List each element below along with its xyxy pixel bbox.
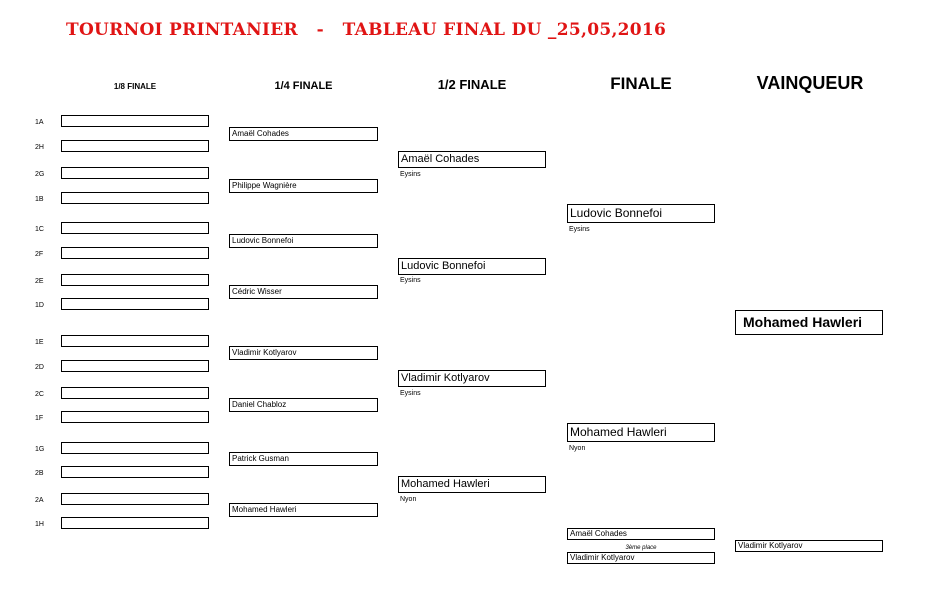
semi-final-player: Amaël Cohades [398,151,546,168]
semi-final-player: Mohamed Hawleri [398,476,546,493]
quarter-final-player: Cédric Wisser [229,285,378,299]
semi-final-player: Vladimir Kotlyarov [398,370,546,387]
seed-label: 1B [35,196,44,203]
seed-label: 1E [35,339,44,346]
club-label: Nyon [400,496,417,503]
round16-slot [61,442,209,454]
quarter-final-player: Ludovic Bonnefoi [229,234,378,248]
round16-slot [61,222,209,234]
round16-slot [61,192,209,204]
header-winner: VAINQUEUR [756,73,864,93]
seed-label: 2D [35,364,44,371]
round16-slot [61,387,209,399]
seed-label: 2A [35,497,44,504]
round16-slot [61,360,209,372]
quarter-final-player: Mohamed Hawleri [229,503,378,517]
round16-slot [61,274,209,286]
round16-slot [61,517,209,529]
seed-label: 1F [35,415,44,422]
round16-slot [61,167,209,179]
round16-slot [61,335,209,347]
club-label: Eysins [400,277,421,284]
seed-label: 1G [35,446,45,453]
club-label: Eysins [400,171,421,178]
page-title: TOURNOI PRINTANIER - TABLEAU FINAL DU _25,05,2016 [66,20,667,40]
quarter-final-player: Philippe Wagnière [229,179,378,193]
seed-label: 1C [35,226,44,233]
header-semi-final: 1/2 FINALE [437,77,507,92]
round16-slot [61,140,209,152]
seed-label: 2H [35,144,44,151]
round16-slot [61,298,209,310]
header-round-of-16: 1/8 FINALE [113,82,157,91]
header-final: FINALE [610,74,672,93]
round16-slot [61,247,209,259]
seed-label: 2G [35,171,45,178]
seed-label: 2F [35,251,44,258]
club-label: Nyon [569,445,586,452]
third-place-player: Amaël Cohades [567,528,715,540]
round16-slot [61,115,209,127]
third-place-label: 3ème place [625,545,657,551]
round16-slot [61,466,209,478]
seed-label: 2B [35,470,44,477]
header-quarter-final: 1/4 FINALE [274,80,333,92]
club-label: Eysins [400,390,421,397]
round16-slot [61,493,209,505]
seed-label: 2C [35,391,44,398]
club-label: Eysins [569,226,590,233]
seed-label: 1H [35,521,44,528]
final-player: Mohamed Hawleri [567,423,715,442]
quarter-final-player: Patrick Gusman [229,452,378,466]
seed-label: 2E [35,278,44,285]
third-place-winner: Vladimir Kotlyarov [735,540,883,552]
third-place-player: Vladimir Kotlyarov [567,552,715,564]
quarter-final-player: Vladimir Kotlyarov [229,346,378,360]
quarter-final-player: Amaël Cohades [229,127,378,141]
seed-label: 1A [35,119,44,126]
seed-label: 1D [35,302,44,309]
final-player: Ludovic Bonnefoi [567,204,715,223]
quarter-final-player: Daniel Chabloz [229,398,378,412]
round16-slot [61,411,209,423]
tournament-winner: Mohamed Hawleri [735,310,883,335]
semi-final-player: Ludovic Bonnefoi [398,258,546,275]
